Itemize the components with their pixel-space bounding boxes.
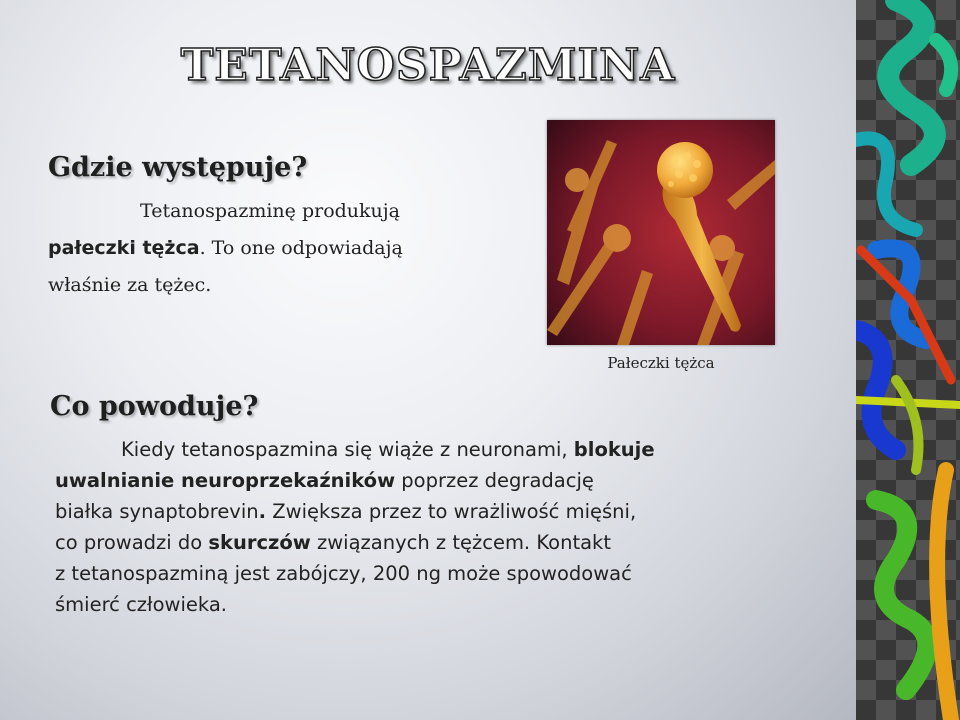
- text-where-bold: pałeczki tężca: [48, 237, 200, 259]
- protein-ribbon-icon: [856, 0, 960, 720]
- text-where-a: Tetanospazminę produkują: [140, 200, 400, 222]
- slide-title: TETANOSPAZMINA: [180, 40, 676, 91]
- paragraph-effects: [55, 434, 815, 620]
- effects-bold-1: blokuje: [573, 438, 655, 461]
- heading-where: Gdzie występuje?: [48, 152, 308, 183]
- text-where-b: . To one odpowiadają: [199, 237, 403, 259]
- effects-line-3: białka synaptobrevin: [55, 500, 259, 523]
- effects-line-4: co prowadzi do: [55, 531, 209, 554]
- effects-line-1: Kiedy tetanospazmina się wiąże z neuronami,: [121, 438, 574, 461]
- effects-bold-4: skurczów: [208, 531, 311, 554]
- bacteria-photo: [547, 120, 775, 345]
- effects-line-3b: Zwiększa przez to wrażliwość mięśni,: [266, 500, 637, 523]
- protein-structure-image: [856, 0, 960, 720]
- effects-line-5: z tetanospazminą jest zabójczy, 200 ng może spowodować: [55, 562, 632, 585]
- bacteria-icon: [547, 120, 775, 345]
- effects-bold-2: uwalnianie neuroprzekaźników: [55, 469, 396, 492]
- paragraph-where: [48, 193, 498, 304]
- heading-effects: Co powoduje?: [50, 391, 259, 422]
- effects-line-2: poprzez degradację: [395, 469, 594, 492]
- effects-line-4b: związanych z tężcem. Kontakt: [310, 531, 611, 554]
- text-where-c: właśnie za tężec.: [48, 274, 212, 296]
- effects-line-6: śmierć człowieka.: [55, 593, 227, 616]
- effects-bold-3: .: [258, 500, 267, 523]
- photo-caption: Pałeczki tężca: [607, 354, 715, 372]
